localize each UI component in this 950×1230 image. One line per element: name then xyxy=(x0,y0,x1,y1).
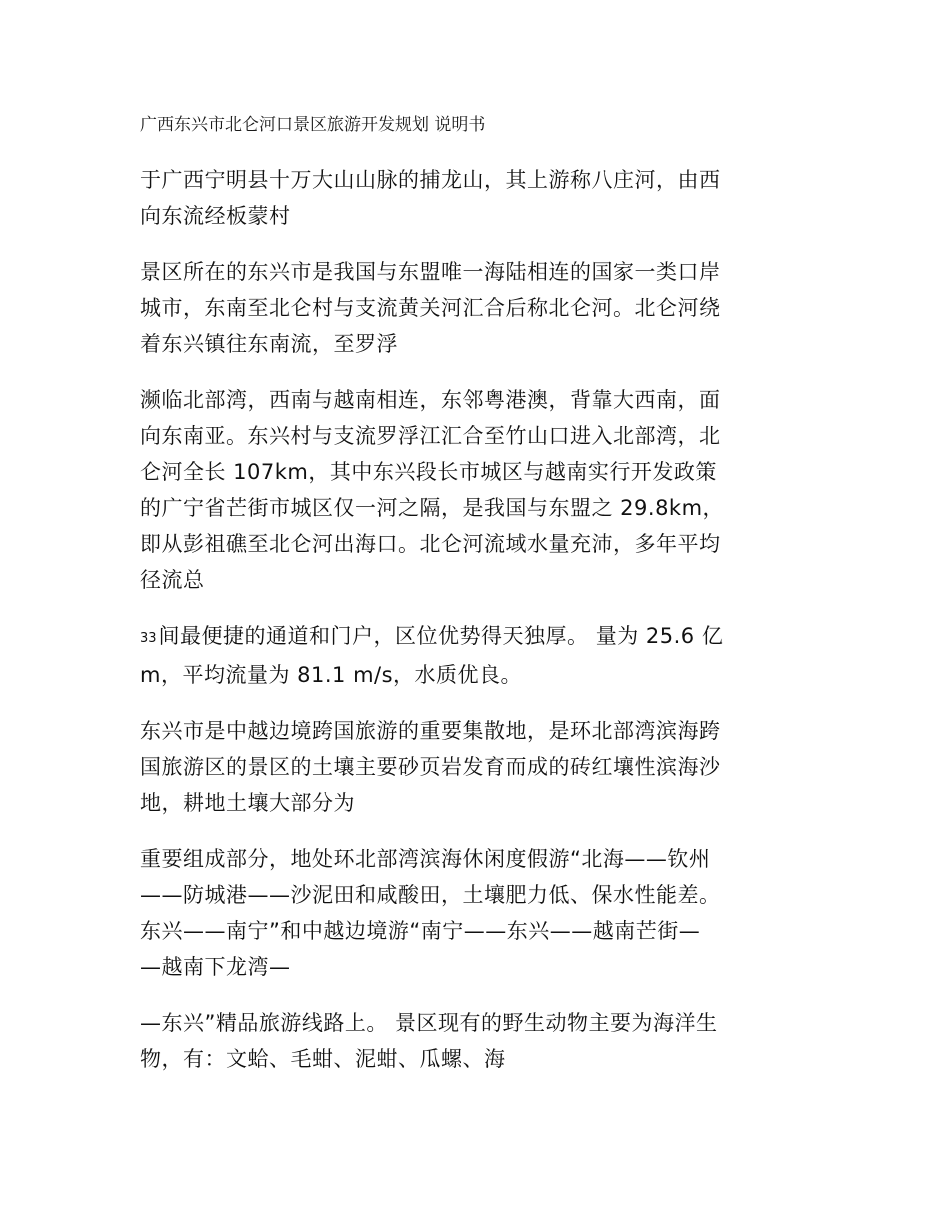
paragraph-2 xyxy=(140,254,812,362)
text-line xyxy=(140,618,812,657)
text-line: 景区所在的东兴市是我国与东盟唯一海陆相连的国家一类口岸 xyxy=(140,260,721,284)
text-line: —东兴”精品旅游线路上。 景区现有的野生动物主要为海洋生 xyxy=(140,1011,718,1035)
text-line: 濒临北部湾，西南与越南相连，东邻粤港澳，背靠大西南，面 xyxy=(140,388,721,412)
paragraph-7 xyxy=(140,1005,812,1077)
text-line: 城市，东南至北仑村与支流黄关河汇合后称北仑河。北仑河绕 xyxy=(140,296,721,320)
text-line: —越南下龙湾— xyxy=(140,955,291,979)
text-line: 向东南亚。东兴村与支流罗浮江汇合至竹山口进入北部湾，北 xyxy=(140,424,721,448)
text-line: 即从彭祖礁至北仑河出海口。北仑河流域水量充沛，多年平均 xyxy=(140,532,721,556)
text-line: 向东流经板蒙村 xyxy=(140,204,291,228)
paragraph-1 xyxy=(140,162,812,234)
text-line: 重要组成部分，地处环北部湾滨海休闲度假游“北海——钦州 xyxy=(140,847,711,871)
paragraph-3 xyxy=(140,382,812,598)
paragraph-5 xyxy=(140,713,812,821)
document-header: 广西东兴市北仑河口景区旅游开发规划 说明书 xyxy=(140,115,486,135)
text-line: m，平均流量为 81.1 m/s，水质优良。 xyxy=(140,663,523,687)
text-line: 于广西宁明县十万大山山脉的捕龙山，其上游称八庄河，由西 xyxy=(140,168,721,192)
paragraph-4 xyxy=(140,618,812,693)
paragraph-6 xyxy=(140,841,812,985)
text-line: 物，有：文蛤、毛蚶、泥蚶、瓜螺、海 xyxy=(140,1047,506,1071)
text-line: 的广宁省芒街市城区仅一河之隔，是我国与东盟之 29.8km， xyxy=(140,496,725,520)
text-line: 着东兴镇往东南流，至罗浮 xyxy=(140,332,398,356)
text-line: ——防城港——沙泥田和咸酸田，土壤肥力低、保水性能差。 xyxy=(140,883,721,907)
document-body xyxy=(140,162,812,1097)
text-line: 东兴——南宁”和中越边境游“南宁——东兴——越南芒街— xyxy=(140,919,701,943)
text-line-content: 间最便捷的通道和门户，区位优势得天独厚。 量为 25.6 亿 xyxy=(158,624,724,648)
text-line: 仑河全长 107km，其中东兴段长市城区与越南实行开发政策 xyxy=(140,460,717,484)
text-line: 径流总 xyxy=(140,568,205,592)
text-line: 国旅游区的景区的土壤主要砂页岩发育而成的砖红壤性滨海沙 xyxy=(140,755,721,779)
text-line: 东兴市是中越边境跨国旅游的重要集散地，是环北部湾滨海跨 xyxy=(140,719,721,743)
superscript-marker: 33 xyxy=(140,631,157,646)
text-line: 地，耕地土壤大部分为 xyxy=(140,791,355,815)
